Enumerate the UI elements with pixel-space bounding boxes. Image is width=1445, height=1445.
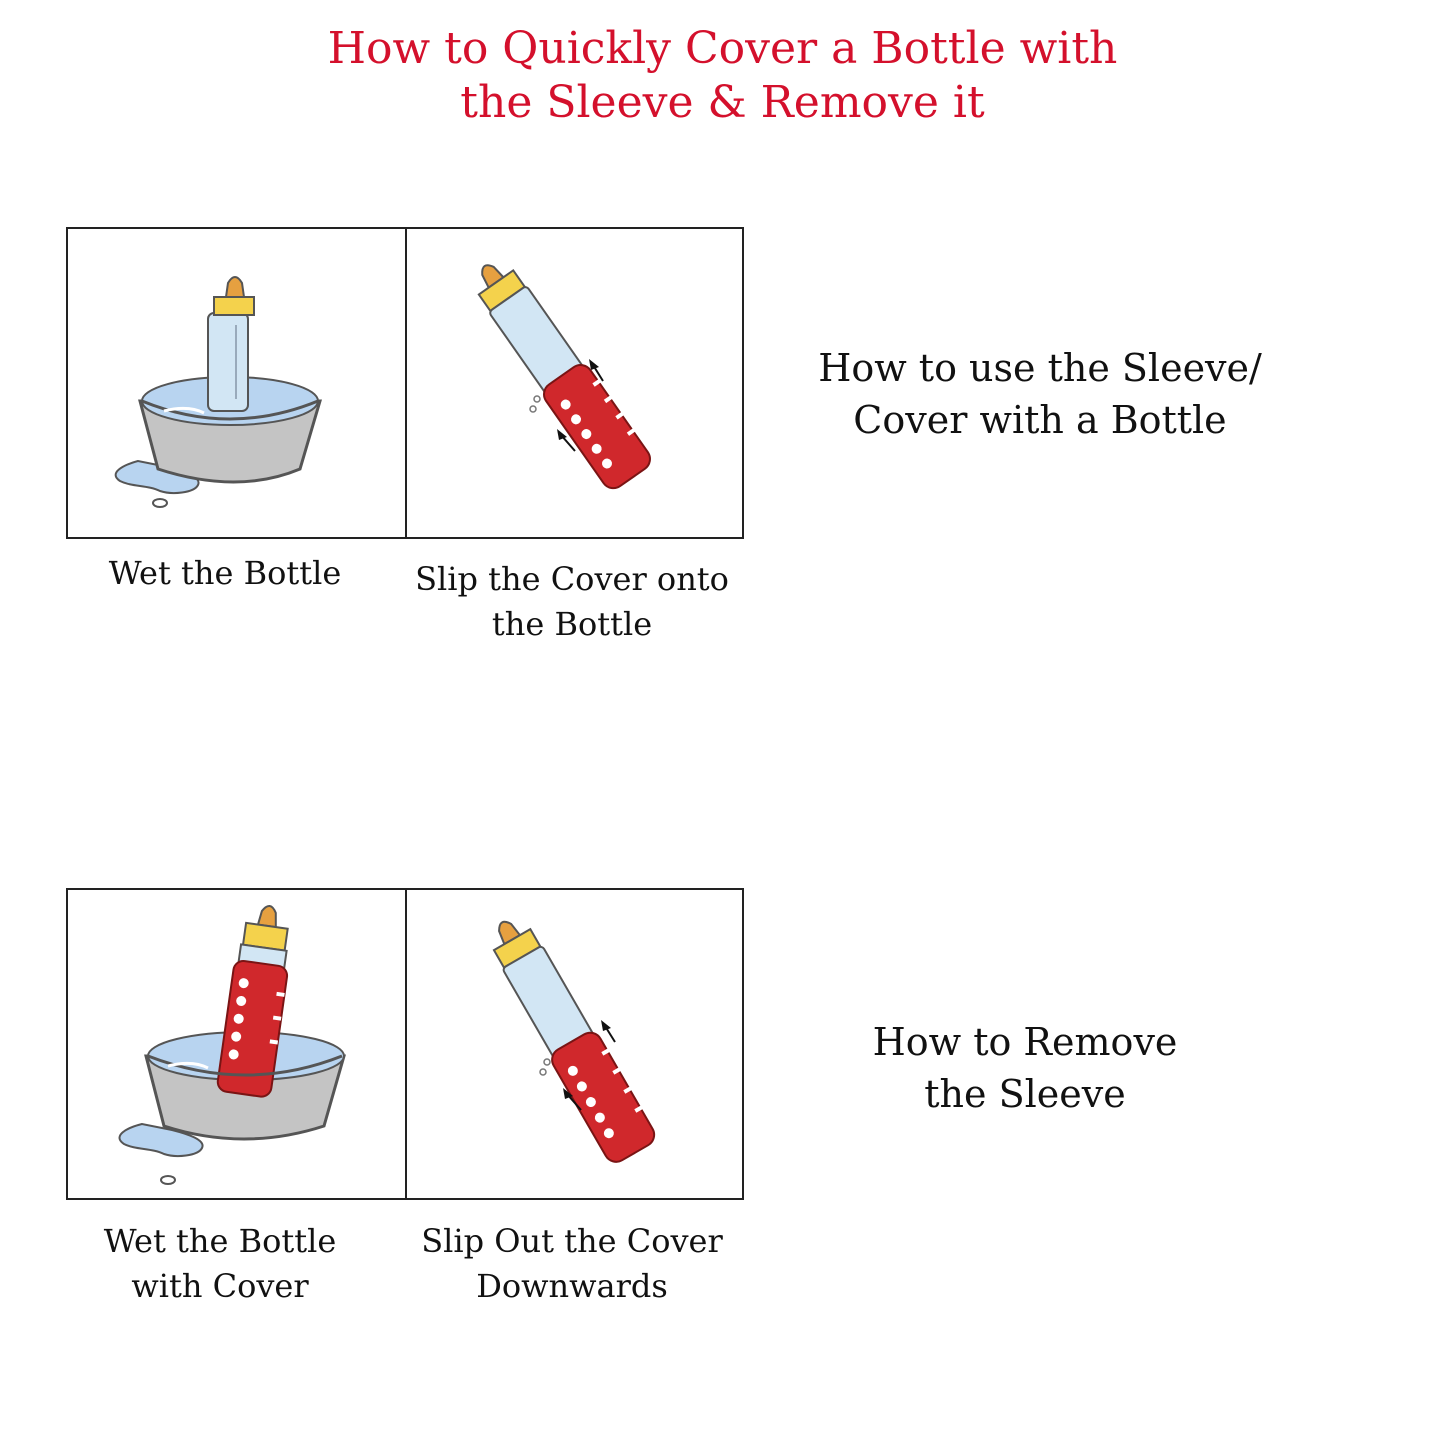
caption-wet-bottle-with-cover: Wet the Bottle with Cover [103, 1222, 337, 1305]
slip-cover-on-icon [407, 229, 743, 537]
bottle-in-water-bowl-icon [68, 229, 404, 537]
caption-slip-cover-off: Slip Out the Cover Downwards [421, 1222, 723, 1305]
heading-use-sleeve: How to use the Sleeve/ Cover with a Bottle [818, 346, 1262, 442]
slip-cover-off-icon [407, 890, 743, 1198]
caption-wet-bottle: Wet the Bottle [108, 554, 342, 592]
heading-remove-sleeve: How to Remove the Sleeve [872, 1020, 1178, 1116]
panel-use-sleeve [66, 227, 744, 539]
caption-slip-cover-on: Slip the Cover onto the Bottle [415, 560, 729, 643]
page-title [0, 22, 1445, 130]
panel-remove-sleeve [66, 888, 744, 1200]
title-line-2: the Sleeve & Remove it [460, 77, 985, 128]
title-line-1: How to Quickly Cover a Bottle with [327, 23, 1118, 74]
covered-bottle-in-water-bowl-icon [68, 890, 404, 1198]
